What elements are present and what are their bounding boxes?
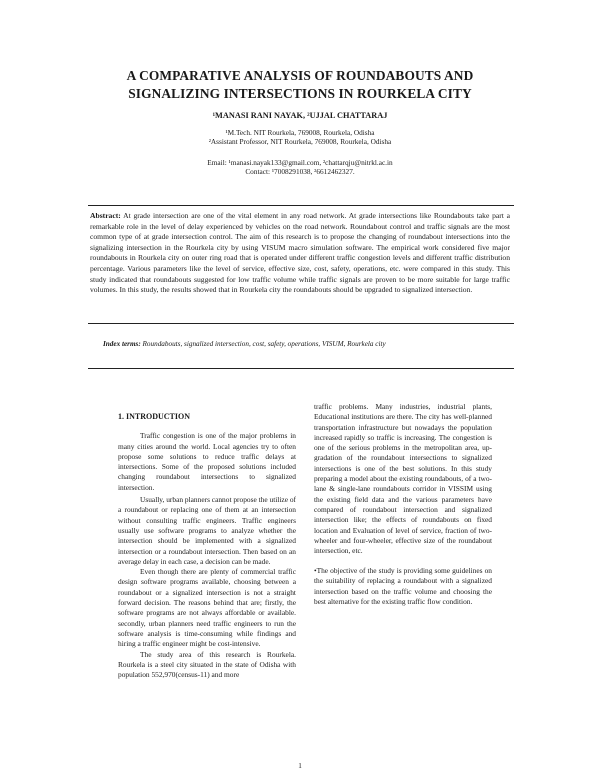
right-column <box>314 402 492 607</box>
divider-bottom <box>88 368 514 369</box>
divider-top <box>88 205 514 206</box>
abstract <box>90 211 510 296</box>
intro-paragraph-1: Traffic congestion is one of the major problems in many cities around the world. Local agencies try to often propose some solutions to reduce traffic delays at intersections. Some of the proposed solutions included changing roundabout intersections to signalized intersection. <box>118 431 296 492</box>
phone-line: Contact: ¹7008291038, ²6612462327. <box>245 167 355 177</box>
index-terms-text: Roundabouts, signalized intersection, cost, safety, operations, VISUM, Rourkela city <box>142 340 386 348</box>
contact-info <box>60 158 540 177</box>
affiliations <box>60 128 540 147</box>
intro-paragraph-4: The study area of this research is Rourkela. Rourkela is a steel city situated in the state of Odisha with population 552,970(census-11) and more <box>118 649 296 680</box>
page-number: 1 <box>298 762 302 770</box>
abstract-text: At grade intersection are one of the vital element in any road network. At grade intersections like Roundabouts take part a remarkable role in the level of delay experienced by vehicles on the road network. Roundabout control and traffic signals are the most common type of at grade intersection control. The aim of this research is to propose the changing of roundabout intersections into the signalizing intersection in the Rourkela city by using VISUM macro simulation software. The empirical work considered five major roundabouts in Rourkela city on outer ring road that is operated under different traffic congestion levels and different traffic distribution percentage. Various parameters like the level of service, effective size, cost, safety, operations, etc. were compared in this study. This study indicated that roundabouts suggested for low traffic volume while traffic signals are proven to be more suitable for large traffic volumes. In this study, the results showed that in Rourkela city the roundabouts should be upgraded to signalized intersection. <box>90 211 510 295</box>
index-terms <box>103 339 523 349</box>
paper-title <box>60 67 540 103</box>
email-line: Email: ¹manasi.nayak133@gmail.com, ²chattarqju@nitrkl.ac.in <box>207 158 393 167</box>
intro-paragraph-3: Even though there are plenty of commercial traffic design software programs available, choosing between a roundabout or a signalized intersection is not a straight forward decision. The reasons behind that are; firstly, the software programs are not always affordable or available. secondly, urban planners need traffic engineers to run the software analysis is time-consuming while findings and hiring a traffic engineer might be cost-intensive. <box>118 567 296 649</box>
author-list: ¹MANASI RANI NAYAK, ²UJJAL CHATTARAJ <box>212 111 388 120</box>
index-terms-label: Index terms: <box>103 340 141 348</box>
affiliation-2: ²Assistant Professor, NIT Rourkela, 769008, Rourkela, Odisha <box>208 137 392 147</box>
intro-paragraph-5: traffic problems. Many industries, industrial plants, Educational institutions are there. The city has well-planned transportation infrastructure but nowadays the population increased rapidly so traffic is increasing. The congestion is one of the serious problems in the metropolitan area, up-gradation of the roundabout intersections to signalized intersections is one of the best solutions. In this study preparing a model about the existing roundabouts, of a two-lane & single-lane roundabouts corridor in VISSIM using the existing field data and the various parameters have compared of roundabout intersection and signalized intersection like; the effects of roundabouts on fixed location and Evaluation of level of service, fraction of two-wheeler and four-wheeler, effective size of the roundabout intersection, etc. <box>314 402 492 556</box>
affiliation-1: ¹M.Tech. NIT Rourkela, 769008, Rourkela, Odisha <box>225 128 375 137</box>
title-line-2: SIGNALIZING INTERSECTIONS IN ROURKELA CITY <box>128 86 472 101</box>
section-heading-introduction: 1. INTRODUCTION <box>118 412 191 421</box>
left-column <box>118 412 296 680</box>
intro-paragraph-2: Usually, urban planners cannot propose the utilize of a roundabout or replacing one of them at an intersection without consulting traffic engineers. Traffic engineers usually use software programs to analyze whether the intersection should be implemented with a signalized intersection or a roundabout intersection. Then based on an average delay in each case, a decision can be made. <box>118 495 296 566</box>
divider-middle <box>88 323 514 324</box>
title-line-1: A COMPARATIVE ANALYSIS OF ROUNDABOUTS AND <box>126 68 474 83</box>
abstract-label: Abstract: <box>90 211 121 220</box>
objective-bullet: •The objective of the study is providing some guidelines on the suitability of replacing a roundabout with a signalized intersection based on the traffic volume and choosing the best alternative for the existing traffic flow condition. <box>314 565 492 606</box>
